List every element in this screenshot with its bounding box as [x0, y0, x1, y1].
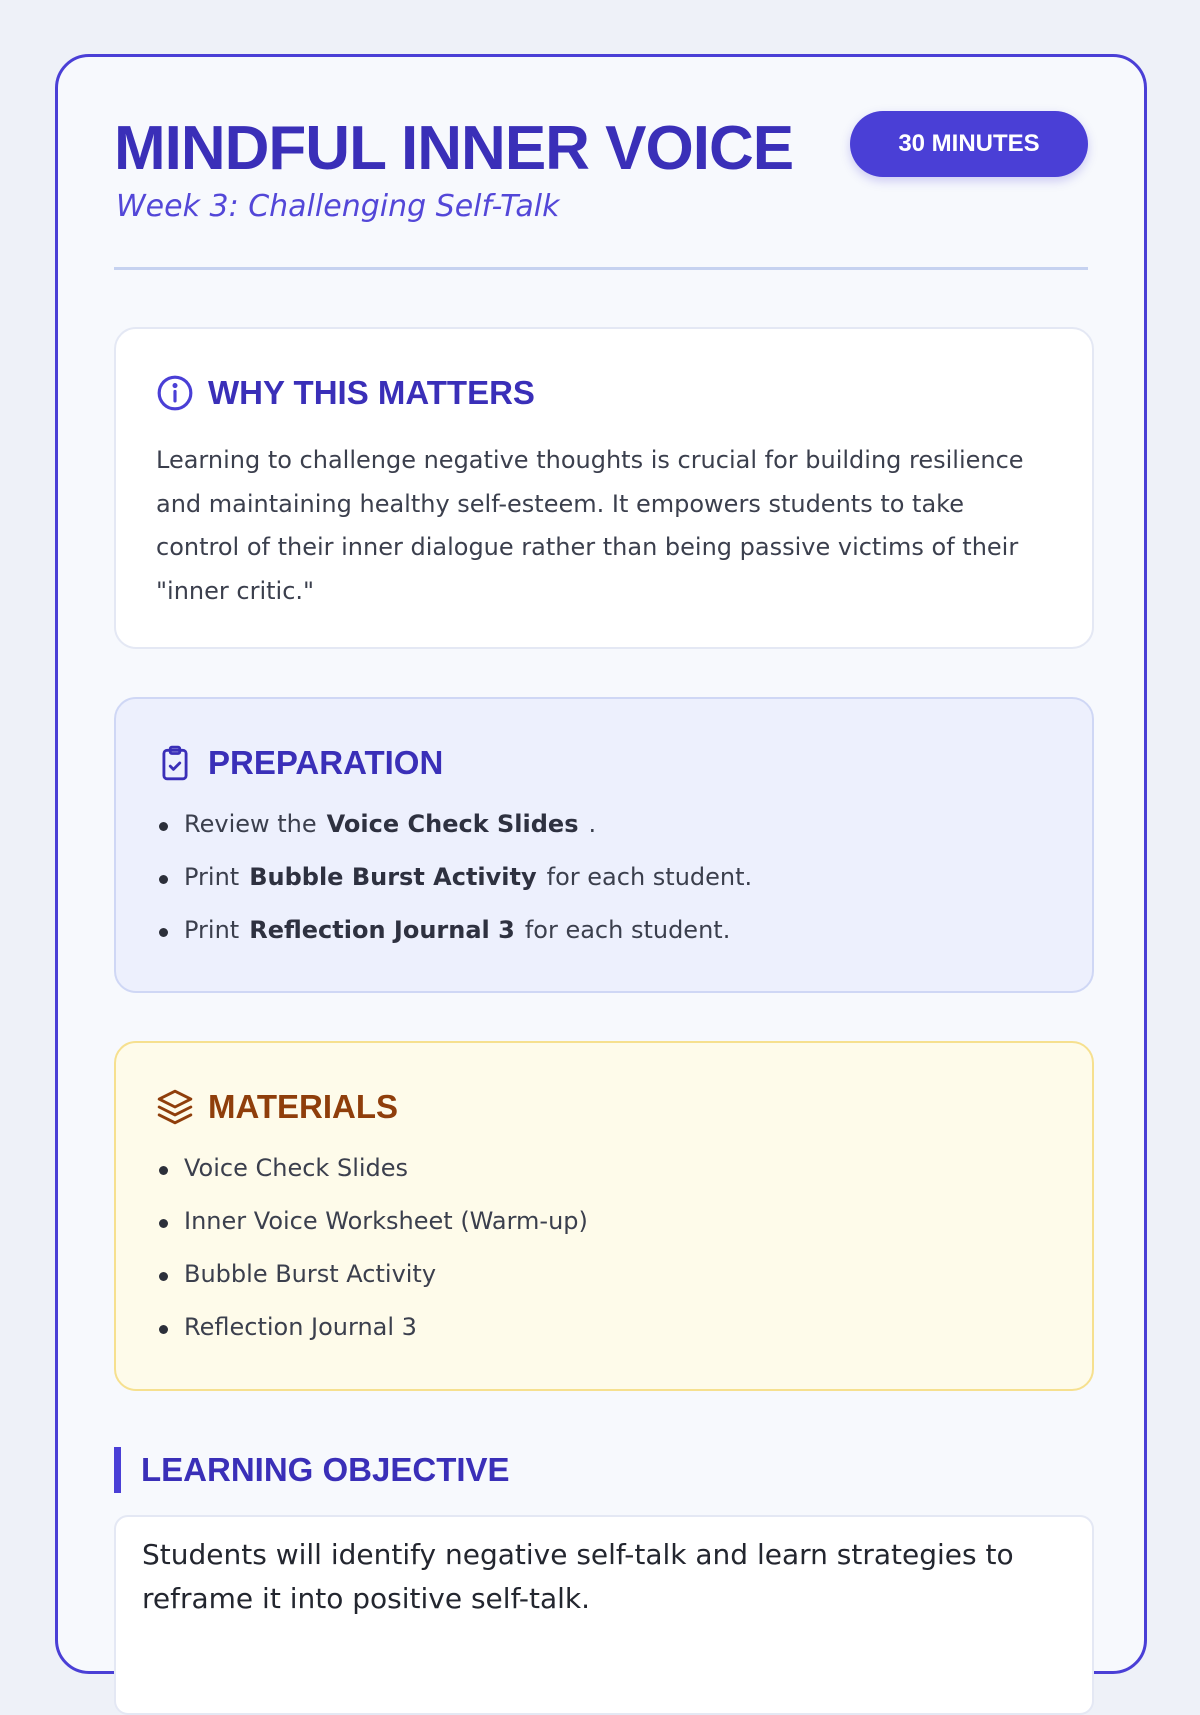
preparation-item: Review the Voice Check Slides . [156, 806, 1052, 859]
page-title: MINDFUL INNER VOICE [114, 114, 794, 183]
preparation-list [156, 806, 1052, 965]
page-subtitle: Week 3: Challenging Self-Talk [116, 189, 560, 224]
clipboard-check-icon [156, 744, 194, 782]
preparation-title: PREPARATION [208, 744, 444, 781]
why-this-matters-card [114, 327, 1094, 649]
preparation-item: Print Reflection Journal 3 for each student. [156, 912, 1052, 965]
materials-item: Voice Check Slides [156, 1150, 1052, 1203]
materials-header [156, 1087, 1052, 1127]
preparation-item: Print Bubble Burst Activity for each student. [156, 859, 1052, 912]
materials-item: Inner Voice Worksheet (Warm-up) [156, 1203, 1052, 1256]
materials-item: Reflection Journal 3 [156, 1309, 1052, 1362]
why-this-matters-text: Learning to challenge negative thoughts is crucial for building resilience and maintaining healthy self-esteem. It empowers students to take control of their inner dialogue rather than being passive victims of their "inner critic." [156, 446, 1024, 605]
materials-title: MATERIALS [208, 1088, 399, 1125]
why-this-matters-title: WHY THIS MATTERS [208, 374, 535, 411]
learning-objective-title: LEARNING OBJECTIVE [141, 1451, 510, 1488]
layers-stack-icon [156, 1088, 194, 1126]
lesson-card [55, 54, 1147, 1674]
learning-objective-text: Students will identify negative self-talk and learn strategies to reframe it into positive self-talk. [142, 1538, 1014, 1615]
preparation-header [156, 743, 1052, 783]
learning-objective-box [114, 1515, 1094, 1715]
materials-item: Bubble Burst Activity [156, 1256, 1052, 1309]
materials-list [156, 1150, 1052, 1362]
lesson-header [114, 57, 1088, 270]
preparation-card [114, 697, 1094, 993]
duration-badge: 30 MINUTES [850, 111, 1088, 177]
learning-objective-header [114, 1447, 510, 1493]
why-this-matters-header [156, 373, 1052, 413]
materials-card [114, 1041, 1094, 1391]
info-circle-icon [156, 374, 194, 412]
